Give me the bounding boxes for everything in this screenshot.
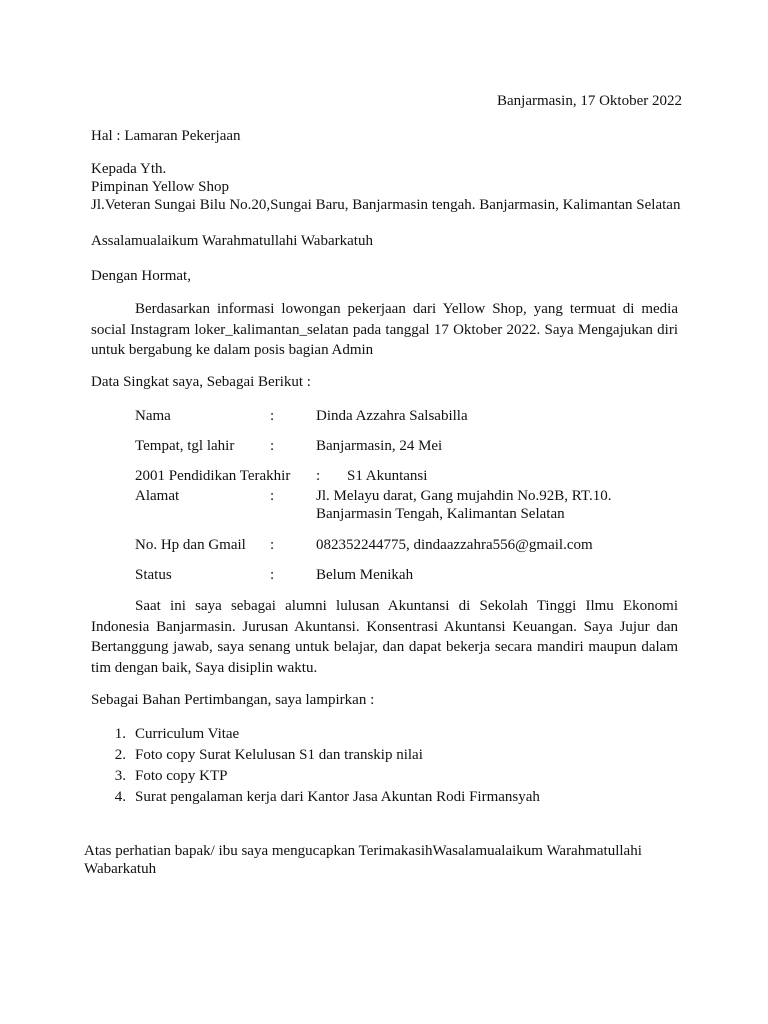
- birth-colon: :: [270, 438, 275, 454]
- phone-label: No. Hp dan Gmail: [135, 537, 246, 553]
- data-heading: Data Singkat saya, Sebagai Berikut :: [91, 374, 311, 390]
- phone-colon: :: [270, 537, 275, 553]
- about-paragraph: [91, 596, 678, 678]
- about-paragraph-text: Saat ini saya sebagai alumni lulusan Akuntansi di Sekolah Tinggi Ilmu Ekonomi Indonesia Banjarmasin. Jurusan Akuntansi. Konsentrasi Akuntansi Keuangan. Saya Jujur dan Bertanggung jawab, saya senang untuk belajar, dan dapat bekerja secara mandiri maupun dalam tim dengan baik, Saya disiplin waktu.: [91, 598, 678, 676]
- intro-paragraph-text: Berdasarkan informasi lowongan pekerjaan dari Yellow Shop, yang termuat di media social Instagram loker_kalimantan_selatan pada tanggal 17 Oktober 2022. Saya Mengajukan diri untuk bergabung ke dalam posis bagian Admin: [91, 301, 678, 358]
- greeting: Dengan Hormat,: [91, 268, 191, 284]
- list-item-number: 3.: [114, 768, 126, 784]
- recipient-line-2: Pimpinan Yellow Shop: [91, 179, 229, 195]
- place-date: Banjarmasin, 17 Oktober 2022: [497, 93, 682, 109]
- birth-label: Tempat, tgl lahir: [135, 438, 235, 454]
- list-item-text: Surat pengalaman kerja dari Kantor Jasa Akuntan Rodi Firmansyah: [135, 789, 540, 805]
- address-label: Alamat: [135, 488, 180, 504]
- status-colon: :: [270, 567, 275, 583]
- name-label: Nama: [135, 408, 171, 424]
- list-item-text: Curriculum Vitae: [135, 726, 240, 742]
- list-item-number: 2.: [114, 747, 126, 763]
- address-line-2: Banjarmasin Tengah, Kalimantan Selatan: [316, 506, 565, 522]
- list-item-text: Foto copy KTP: [135, 768, 228, 784]
- phone-value: 082352244775, dindaazzahra556@gmail.com: [316, 537, 593, 553]
- list-item-text: Foto copy Surat Kelulusan S1 dan transkip nilai: [135, 747, 423, 763]
- address-line-1: Jl. Melayu darat, Gang mujahdin No.92B, RT.10.: [316, 488, 612, 504]
- closing-line-1: Atas perhatian bapak/ ibu saya mengucapkan TerimakasihWasalamualaikum Warahmatullahi: [84, 843, 642, 859]
- recipient-address: Jl.Veteran Sungai Bilu No.20,Sungai Baru, Banjarmasin tengah. Banjarmasin, Kalimantan Selatan: [91, 197, 681, 213]
- status-label: Status: [135, 567, 172, 583]
- attachments-heading: Sebagai Bahan Pertimbangan, saya lampirkan :: [91, 692, 375, 708]
- recipient-line-1: Kepada Yth.: [91, 161, 167, 177]
- name-colon: :: [270, 408, 275, 424]
- closing-line-2: Wabarkatuh: [84, 861, 157, 877]
- name-value: Dinda Azzahra Salsabilla: [316, 408, 468, 424]
- list-item-number: 1.: [114, 726, 126, 742]
- address-colon: :: [270, 488, 275, 504]
- education-value: S1 Akuntansi: [347, 468, 428, 484]
- education-label: 2001 Pendidikan Terakhir: [135, 468, 291, 484]
- intro-paragraph: [91, 299, 678, 361]
- birth-value: Banjarmasin, 24 Mei: [316, 438, 443, 454]
- list-item-number: 4.: [114, 789, 126, 805]
- education-colon: :: [316, 468, 321, 484]
- letter-subject: Hal : Lamaran Pekerjaan: [91, 128, 241, 144]
- status-value: Belum Menikah: [316, 567, 414, 583]
- islamic-greeting: Assalamualaikum Warahmatullahi Wabarkatuh: [91, 233, 373, 249]
